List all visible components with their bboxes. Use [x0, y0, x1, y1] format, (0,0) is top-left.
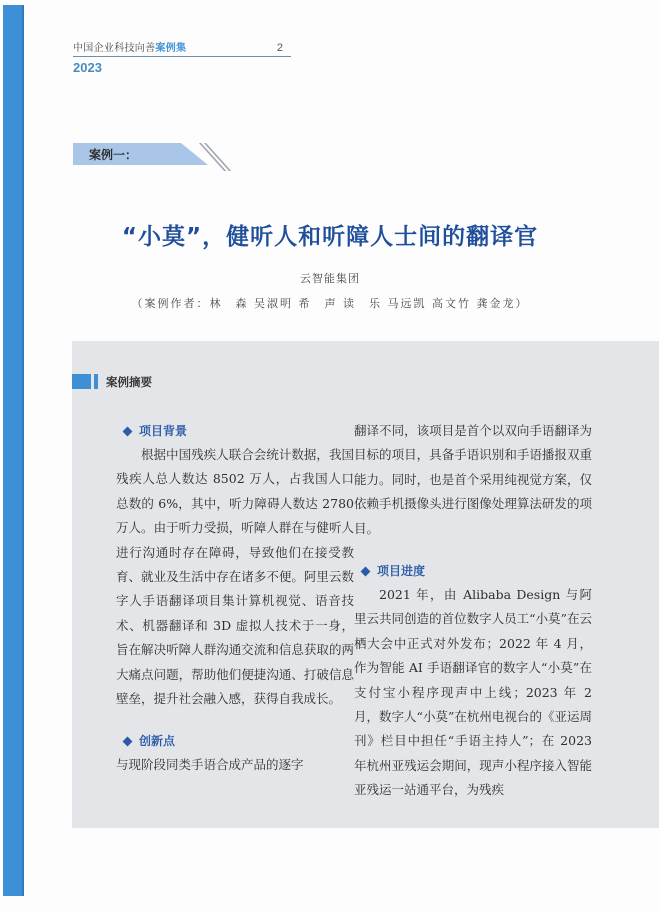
section-heading-background — [116, 419, 354, 443]
summary-heading-text: 案例摘要 — [106, 374, 152, 389]
section-innovation-text-continued: 翻译不同，该项目是首个以双向手语翻译为目标的项目，具备手语识别和手语播报双重能力。同时，也是首个采用纯视觉方案，仅依赖手机摄像头进行图像处理算法研发的项目。 — [354, 423, 592, 536]
side-bar-edge — [22, 5, 24, 896]
case-tag-stripe — [204, 143, 231, 171]
section-heading-text: 项目进度 — [377, 563, 426, 578]
diamond-bullet-icon — [123, 737, 133, 747]
diamond-bullet-icon — [123, 426, 133, 436]
section-progress-text: 2021 年，由 Alibaba Design 与阿里云共同创造的首位数字人员工“小莫”在云栖大会中正式对外发布；2022 年 4 月，作为智能 AI 手语翻译官的数字人“小莫”在支付宝小程序现声中上线；2023 年 2 月，数字人“小莫”在杭州电视台的《亚运周刊》栏目中担任“手语主持人”；在 2023 年杭州亚残运会期间，现声小程序接入智能亚残运一站通平台，为残疾 — [354, 587, 592, 798]
series-title-prefix: 中国企业科技向善 — [73, 43, 156, 54]
series-title-accent: 案例集 — [155, 43, 187, 54]
article-organization: 云智能集团 — [300, 272, 360, 285]
page-side-bar — [3, 5, 24, 896]
running-header — [73, 36, 291, 75]
section-gap — [354, 541, 592, 559]
section-heading-text: 项目背景 — [139, 423, 188, 438]
section-heading-progress — [354, 559, 592, 583]
case-tag-label: 案例一： — [89, 148, 138, 162]
section-innovation-text: 与现阶段同类手语合成产品的逐字 — [116, 757, 304, 773]
section-gap — [116, 711, 354, 729]
section-background-text: 根据中国残疾人联合会统计数据，我国残疾人总人数达 8502 万人，占我国人口总数的 6%，其中，听力障碍人数达 2780 万人。由于听力受损，听障人群在与健听人进行沟通时存在障碍，导致他们在接受教育、就业及生活中存在诸多不便。阿里云数字人手语翻译项目集计算机视觉、语音技术、机器翻译和 3D 虚拟人技术于一身，旨在解决听障人群沟通交流和信息获取的两大痛点问题，帮助他们便捷沟通、打破信息壁垒，提升社会融入感，获得自我成长。 — [116, 447, 354, 707]
summary-right-column — [354, 419, 592, 803]
section-heading-text: 创新点 — [139, 734, 176, 749]
header-year: 2023 — [73, 60, 102, 75]
summary-left-column — [116, 419, 354, 778]
page-number: 2 — [276, 42, 283, 54]
heading-block-icon — [72, 374, 91, 389]
article-authors: （案例作者：林 森 吴淑明 希 声 读 乐 马远凯 高文竹 龚金龙） — [131, 297, 529, 310]
series-title — [73, 39, 186, 54]
summary-heading — [72, 374, 152, 389]
case-tag-stripe — [199, 143, 226, 171]
header-rule — [73, 56, 291, 57]
case-tag — [73, 143, 221, 165]
heading-bar-icon — [94, 374, 98, 389]
section-heading-innovation — [116, 729, 354, 753]
diamond-bullet-icon — [361, 566, 371, 576]
article-title: “小莫”，健听人和听障人士间的翻译官 — [121, 224, 539, 250]
